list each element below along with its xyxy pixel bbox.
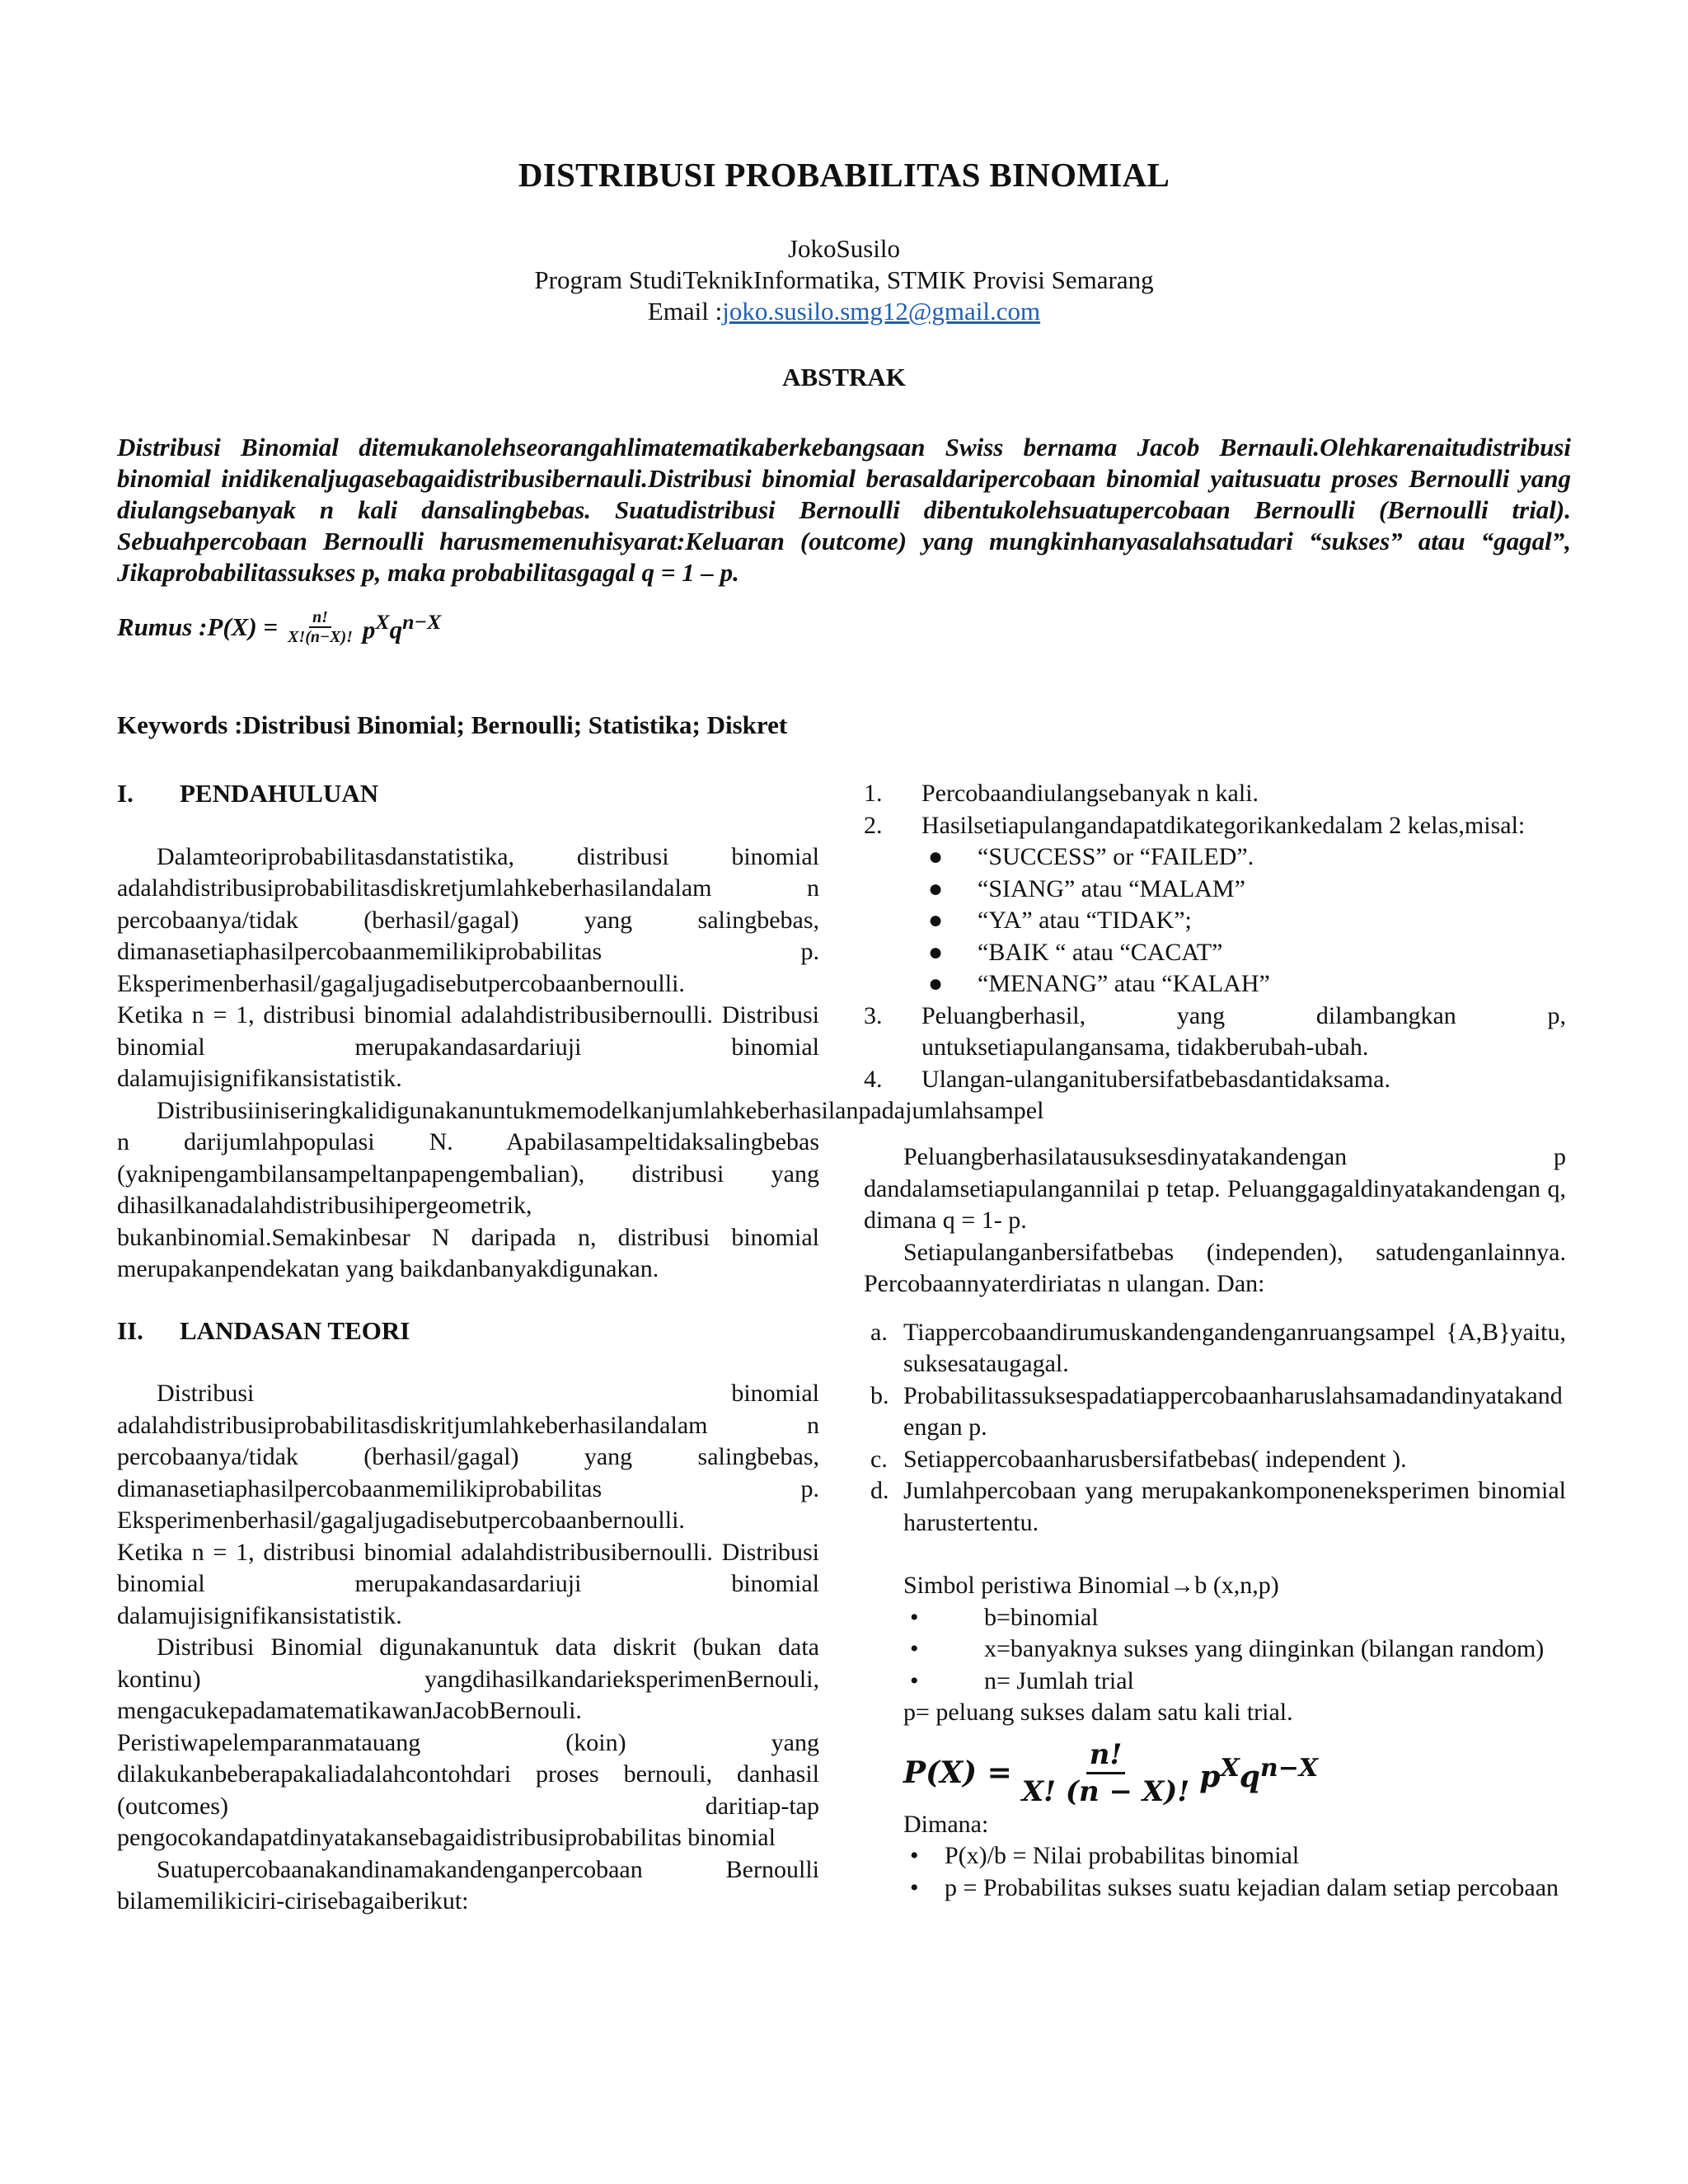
section-1-heading (117, 778, 819, 810)
formula-lhs: P(X) = (207, 612, 279, 641)
list-item (864, 810, 1566, 842)
list-item (864, 1064, 1566, 1096)
list-marker: a. (870, 1318, 888, 1346)
s1-paragraph-2: Ketika n = 1, distribusi binomial adalahdistribusibernoulli. Distribusi binomial merupakandasardariuji binomial dalamujisignifikansistatistik. (117, 1001, 819, 1092)
bullet-icon: • (910, 1842, 919, 1869)
formula-numerator: n! (309, 608, 331, 628)
s1-paragraph-1: Dalamteoriprobabilitasdanstatistika, distribusi binomial adalahdistribusiprobabilitasdiskretjumlahkeberhasilandalam n percobaanya/tidak (berhasil/gagal) yang salingbebas, dimanasetiaphasilpercobaanmemilikiprobabilitas p. Eksperimenberhasil/gagaljugadisebutpercobaanbernoulli. (117, 842, 819, 997)
bullet-icon: • (910, 1603, 919, 1631)
list-text: Percobaandiulangsebanyak n kali. (921, 780, 1259, 807)
affiliation: Program StudiTeknikInformatika, STMIK Provisi Semarang (534, 265, 1154, 294)
list-marker: d. (870, 1477, 889, 1504)
formula-label: Rumus : (117, 612, 208, 641)
eq-numerator: n! (1086, 1737, 1126, 1774)
section-2-heading (117, 1315, 819, 1347)
symbol-items (903, 1602, 1566, 1698)
list-item (870, 1317, 1566, 1380)
abstract-text: Distribusi Binomial ditemukanolehseorangahlimatematikaberkebangsaan Swiss bernama Jacob Bernauli.Olehkarenaitudistribusi binomial inidikenaljugasebagaidistribusibernauli.Distribusi binomial berasaldaripercobaan binomial yaitusuatu proses Bernoulli yang diulangsebanyak n kali dansalingbebas. Suatudistribusi Bernoulli dibentukolehsuatupercobaan Bernoulli (Bernoulli trial). Sebuahpercobaan Bernoulli harusmemenuhisyarat:Keluaran (outcome) yang mungkinhanyasalahsatudari “sukses” atau “gagal”, Jikaprobabilitassukses p, maka probabilitasgagal q = 1 – p. (117, 433, 1571, 587)
section-1-title: PENDAHULUAN (180, 779, 379, 808)
dimana-items (903, 1840, 1566, 1904)
list-item (921, 905, 1566, 937)
list-marker: 4. (864, 1065, 883, 1093)
s1-paragraph-3: Distribusiiniseringkalidigunakanuntukmemodelkanjumlahkeberhasilanpadajumlahsampel n darijumlahpopulasi N. Apabilasampeltidaksalingbebas (yaknipengambilansampeltanpapengembalian), distribusi yang dihasilkanadalahdistribusihipergeometrik, bukanbinomial.Semakinbesar N daripada n, distribusi binomial merupakanpendekatan yang baikdanbanyakdigunakan. (117, 1096, 1044, 1282)
list-text: Setiappercobaanharusbersifatbebas( independent ). (903, 1445, 1407, 1473)
list-marker: 2. (864, 811, 883, 839)
keywords: Keywords :Distribusi Binomial; Bernoulli; Statistika; Diskret (117, 710, 788, 739)
list-item (921, 841, 1566, 874)
email-label: Email : (647, 297, 723, 326)
section-2-title: LANDASAN TEORI (180, 1315, 410, 1345)
list-item (870, 1444, 1566, 1476)
section-1-number: I. (117, 779, 134, 808)
abstract-heading: ABSTRAK (782, 363, 906, 391)
list-text: Hasilsetiapulangandapatdikategorikankedalam 2 kelas,misal: (921, 811, 1526, 839)
bullet-text: “MENANG” atau “KALAH” (978, 970, 1270, 997)
author-name: JokoSusilo (787, 234, 901, 263)
list-item (870, 1380, 1566, 1444)
list-item (903, 1602, 1566, 1634)
list-item (903, 1633, 1566, 1666)
symbol-line: Simbol peristiwa Binomial→b (x,n,p) (903, 1572, 1279, 1599)
list-item (903, 1666, 1566, 1698)
formula-rhs: $p^Xq^{n-X}$ (362, 609, 442, 644)
bullet-text: P(x)/b = Nilai probabilitas binomial (945, 1842, 1300, 1869)
list-marker: 1. (864, 780, 883, 807)
example-bullets (921, 841, 1566, 1001)
bullet-icon: ● (928, 874, 944, 902)
eq-rhs: $p^Xq^{n-X}$ (1199, 1753, 1319, 1794)
list-item (870, 1475, 1566, 1539)
right-paragraph-2: Setiapulanganbersifatbebas (independen), satudenganlainnya. Percobaannyaterdiriatas n ulangan. Dan: (864, 1238, 1566, 1297)
s2-paragraph-2: Ketika n = 1, distribusi binomial adalahdistribusibernoulli. Distribusi binomial merupakandasardariuji binomial dalamujisignifikansistatistik. (117, 1538, 819, 1629)
criteria-list-continued (864, 1001, 1566, 1096)
list-text: Jumlahpercobaan yang merupakankomponeneksperimen binomial harustertentu. (903, 1477, 1566, 1536)
s2-paragraph-1: Distribusi binomial adalahdistribusiprobabilitasdiskritjumlahkeberhasilandalam n percobaanya/tidak (berhasil/gagal) yang salingbebas, dimanasetiaphasilpercobaanmemilikiprobabilitas p. Eksperimenberhasil/gagaljugadisebutpercobaanbernoulli. (117, 1380, 819, 1534)
formula-denominator: X!(n−X)! (288, 628, 353, 646)
bullet-icon: • (910, 1635, 919, 1662)
eq-lhs: P(X) = (903, 1755, 1012, 1790)
list-item (921, 937, 1566, 969)
s2-paragraph-4: Suatupercobaanakandinamakandenganpercobaan Bernoulli bilamemilikiciri-cirisebagaiberikut: (117, 1855, 819, 1915)
bullet-text: “YA” atau “TIDAK”; (978, 907, 1192, 934)
criteria-list (864, 778, 1566, 841)
bullet-icon: ● (928, 843, 944, 870)
list-text: Tiappercobaandirumuskandengandenganruangsampel {A,B}yaitu, suksesataugagal. (903, 1318, 1566, 1377)
bullet-text: b=binomial (984, 1603, 1099, 1631)
list-marker: c. (870, 1445, 888, 1473)
right-column (864, 778, 1566, 1904)
list-marker: b. (870, 1381, 889, 1409)
formula-fraction (284, 608, 356, 646)
s2-paragraph-3: Distribusi Binomial digunakanuntuk data diskrit (bukan data kontinu) yangdihasilkandarieksperimenBernouli, mengacukepadamatematikawanJacobBernouli. Peristiwapelemparanmatauang (koin) yang dilakukanbeberapakaliadalahcontohdari proses bernouli, danhasil (outcomes) daritiap-tap pengocokandapatdinyatakansebagaidistribusiprobabilitas binomial (117, 1633, 819, 1851)
list-item (903, 1872, 1566, 1905)
email-link[interactable]: joko.susilo.smg12@gmail.com (722, 297, 1041, 326)
bullet-icon: • (910, 1666, 919, 1694)
list-item (903, 1840, 1566, 1872)
bullet-text: p = Probabilitas sukses suatu kejadian dalam setiap percobaan (945, 1873, 1559, 1901)
eq-denominator: X! (n − X)! (1021, 1774, 1190, 1808)
list-item (921, 968, 1566, 1001)
list-marker: 3. (864, 1001, 883, 1029)
bullet-text: “SIANG” atau “MALAM” (978, 874, 1245, 902)
dimana-label: Dimana: (903, 1810, 989, 1838)
section-2-number: II. (117, 1315, 143, 1345)
list-text: Probabilitassuksespadatiappercobaanharuslahsamadandinyatakandengan p. (903, 1381, 1563, 1441)
bullet-text: n= Jumlah trial (984, 1666, 1134, 1694)
main-formula (903, 1737, 1566, 1809)
email-line (0, 297, 1688, 326)
bullet-icon: ● (928, 970, 944, 997)
list-item (921, 874, 1566, 906)
bullet-icon: • (910, 1873, 919, 1901)
symbol-block (903, 1570, 1566, 1729)
bullet-icon: ● (928, 907, 944, 934)
bullet-icon: ● (928, 938, 944, 966)
bullet-text: “SUCCESS” or “FAILED”. (978, 843, 1254, 870)
list-item (864, 778, 1566, 810)
bullet-text: “BAIK “ atau “CACAT” (978, 938, 1223, 966)
list-text: Ulangan-ulanganitubersifatbebasdantidaksama. (921, 1065, 1390, 1093)
list-text: Peluangberhasil, yang dilambangkan p, untuksetiapulangansama, tidakberubah-ubah. (921, 1001, 1566, 1061)
bullet-text: x=banyaknya sukses yang diinginkan (bilangan random) (984, 1635, 1545, 1662)
right-paragraph-1: Peluangberhasilatausuksesdinyatakandengan p dandalamsetiapulangannilai p tetap. Peluanggagaldinyatakandengan q, dimana q = 1- p. (864, 1143, 1566, 1234)
abstract-formula (117, 608, 441, 646)
list-item (864, 1001, 1566, 1064)
paper-title: DISTRIBUSI PROBABILITAS BINOMIAL (518, 156, 1170, 194)
eq-fraction (1019, 1737, 1193, 1809)
alpha-list (870, 1317, 1566, 1540)
p-definition: p= peluang sukses dalam satu kali trial. (903, 1699, 1293, 1726)
dimana-block (903, 1809, 1566, 1905)
